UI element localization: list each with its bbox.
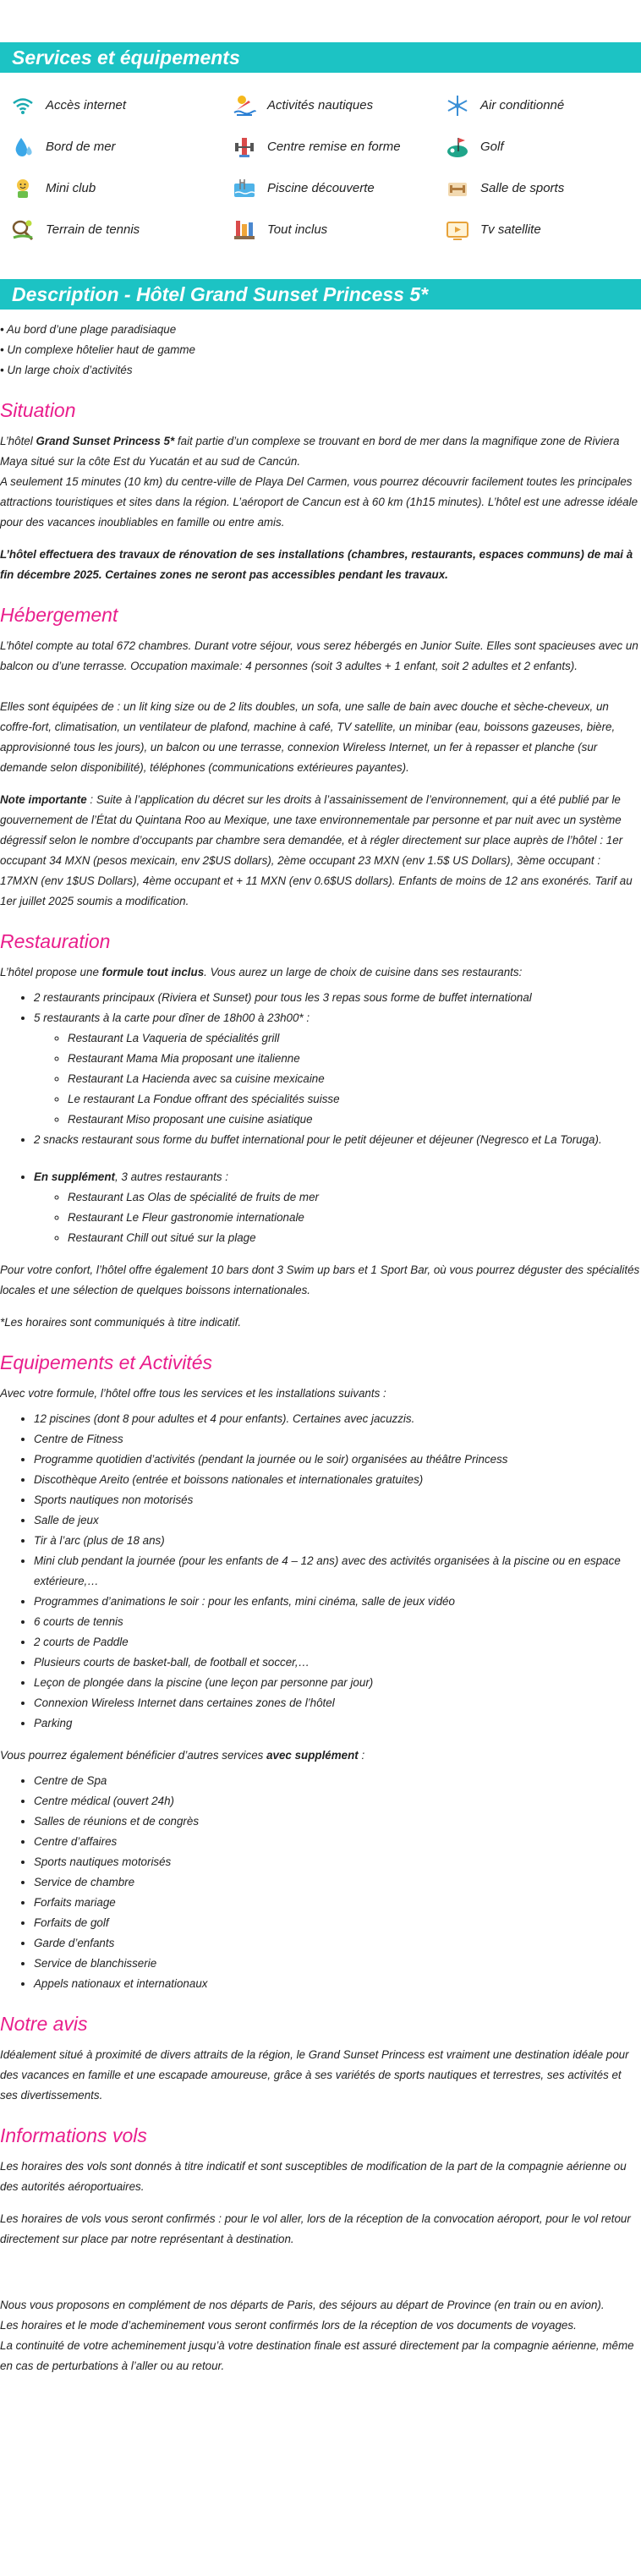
amenity-gym: Salle de sports (443, 167, 641, 209)
extra-services-intro: Vous pourrez également bénéficier d’autres services avec supplément : (0, 1749, 365, 1762)
amenity-golf: Golf (443, 126, 641, 167)
restauration-intro: L’hôtel propose une formule tout inclus. Vous aurez un large de choix de cuisine dans ses restaurants: (0, 966, 523, 978)
kids-club-icon (8, 174, 37, 203)
golf-icon (443, 133, 472, 162)
list-item: • Programme quotidien d’activités (pendant la journée ou le soir) organisées au théâtre Princess (34, 1450, 641, 1470)
gym-icon (443, 174, 472, 203)
amenities-grid (0, 73, 641, 250)
renovation-notice: L’hôtel effectuera des travaux de rénovation de ses installations (chambres, restaurants, espaces communs) de mai à fin décembre 2025. Certaines zones ne seront pas accessibles pendant les travaux. (0, 548, 633, 581)
services-title: Services et équipements (0, 42, 641, 73)
list-item: ◦ Restaurant Miso proposant une cuisine asiatique (68, 1110, 641, 1130)
situation-paragraph: L’hôtel Grand Sunset Princess 5* fait partie d’un complexe se trouvant en bord de mer dans la magnifique zone de Riviera Maya situé sur la côte Est du Yucatán et au sud de Cancún. (0, 435, 620, 468)
amenity-air-conditioning: Air conditionné (443, 85, 641, 126)
amenity-outdoor-pool: Piscine découverte (230, 167, 443, 209)
wifi-icon (8, 91, 37, 120)
list-item: • Sports nautiques non motorisés (34, 1490, 641, 1510)
list-item: • Tir à l’arc (plus de 18 ans) (34, 1531, 641, 1551)
list-item: • 2 snacks restaurant sous forme du buffet international pour le petit déjeuner et déjeuner (Negresco et La Toruga). (34, 1130, 641, 1150)
alacarte-list (34, 1028, 641, 1130)
list-item: • Centre de Spa (34, 1771, 641, 1791)
hebergement-rooms-paragraph: L’hôtel compte au total 672 chambres. Durant votre séjour, vous serez hébergés en Junior Suite. Elles sont spacieuses avec un balcon ou d’une terrasse. Occupation maximale: 4 personnes (soit 3 adultes + 1 enfant, soit 2 adultes et 2 enfants). (0, 639, 638, 672)
list-item: ◦ Restaurant Le Fleur gastronomie internationale (68, 1208, 641, 1228)
vols-paragraph-3: Nous vous proposons en complément de nos départs de Paris, des séjours au départ de Province (en train ou en avion). (0, 2299, 605, 2311)
amenity-internet: Accès internet (8, 85, 230, 126)
water-drop-icon (8, 133, 37, 162)
amenity-seaside: Bord de mer (8, 126, 230, 167)
list-item: • Plusieurs courts de basket-ball, de football et soccer,… (34, 1652, 641, 1673)
vols-paragraph-2: Les horaires de vols vous seront confirmés : pour le vol aller, lors de la réception de la convocation aéroport, pour le vol retour directement sur place par notre représentant à destination. (0, 2212, 631, 2245)
list-item: • Mini club pendant la journée (pour les enfants de 4 – 12 ans) avec des activités organisées à la piscine ou en espace extérieure,… (34, 1551, 641, 1592)
list-item: • Forfaits de golf (34, 1913, 641, 1933)
schedule-note: *Les horaires sont communiqués à titre indicatif. (0, 1316, 242, 1329)
amenity-fitness: Centre remise en forme (230, 126, 443, 167)
amenity-satellite-tv: Tv satellite (443, 209, 641, 250)
list-item: • Discothèque Areito (entrée et boissons nationales et internationales gratuites) (34, 1470, 641, 1490)
list-item: • Centre de Fitness (34, 1429, 641, 1450)
activites-intro: Avec votre formule, l’hôtel offre tous les services et les installations suivants : (0, 1387, 386, 1400)
extra-services-list (0, 1771, 641, 1994)
hebergement-heading: Hébergement (0, 604, 118, 626)
activites-heading: Equipements et Activités (0, 1351, 212, 1373)
environment-tax-note: Note importante : Suite à l’application du décret sur les droits à l’assainissement de l’environnement, qui a été publié par le gouvernement de l’État du Quintana Roo au Mexique, une taxe environnementale par personne et par nuit avec un système dégressif selon le nombre d’occupants par chambre sera demandée, et à régler directement sur place auprès de l’hôtel : 1er occupant 34 MXN (pesos mexicain, env 2$US dollars), 2ème occupant 23 MXN (env 1.5$ US Dollars), 3ème occupant : 17MXN (env 1$US Dollars), 4ème occupant et + 11 MXN (env 0.6$US dollars). Enfants de moins de 12 ans exonérés. Tarif au 1er juillet 2025 soumis a modification. (0, 793, 633, 907)
vols-heading: Informations vols (0, 2124, 147, 2146)
amenity-kids-club: Mini club (8, 167, 230, 209)
list-item: • Connexion Wireless Internet dans certaines zones de l’hôtel (34, 1693, 641, 1713)
avis-paragraph: Idéalement situé à proximité de divers attraits de la région, le Grand Sunset Princess est vraiment une destination idéale pour des vacances en famille et une escapade amoureuse, grâce à ses variétés de sports nautiques et terrestres, ses activités et ses divertissements. (0, 2048, 629, 2102)
list-item: • Leçon de plongée dans la piscine (une leçon par personne par jour) (34, 1673, 641, 1693)
list-item: • Un complexe hôtelier haut de gamme (0, 340, 641, 360)
list-item: • Service de chambre (34, 1872, 641, 1893)
list-item: • Programmes d’animations le soir : pour les enfants, mini cinéma, salle de jeux vidéo (34, 1592, 641, 1612)
list-item: • Sports nautiques motorisés (34, 1852, 641, 1872)
supplement-restaurants-list (0, 1167, 641, 1248)
avis-heading: Notre avis (0, 2013, 88, 2035)
list-item: • Garde d’enfants (34, 1933, 641, 1954)
restaurants-list (0, 988, 641, 1150)
amenity-all-inclusive: Tout inclus (230, 209, 443, 250)
vols-paragraph-4: Les horaires et le mode d’acheminement vous seront confirmés lors de la réception de vos documents de voyages. (0, 2319, 577, 2332)
list-item: • Un large choix d’activités (0, 360, 641, 381)
amenity-water-sports: Activités nautiques (230, 85, 443, 126)
list-item: • 2 restaurants principaux (Riviera et Sunset) pour tous les 3 repas sous forme de buffet international (34, 988, 641, 1008)
list-item: • Salles de réunions et de congrès (34, 1811, 641, 1832)
snowflake-icon (443, 91, 472, 120)
included-activities-list (0, 1409, 641, 1734)
description-title: Description - Hôtel Grand Sunset Princess 5* (0, 279, 641, 310)
hotel-page (0, 42, 641, 2376)
list-item: • Au bord d’une plage paradisiaque (0, 320, 641, 340)
list-item: • Parking (34, 1713, 641, 1734)
situation-location-paragraph: A seulement 15 minutes (10 km) du centre-ville de Playa Del Carmen, vous pourrez découvrir facilement toutes les principales attractions touristiques et sites dans la région. L’aéroport de Cancun est à 60 km (1h15 minutes). L’hôtel est une adresse idéale pour des vacances inoubliables en famille ou entre amis. (0, 475, 638, 529)
pool-icon (230, 174, 259, 203)
list-item: • 2 courts de Paddle (34, 1632, 641, 1652)
situation-heading: Situation (0, 399, 76, 421)
list-item: ◦ Le restaurant La Fondue offrant des spécialités suisse (68, 1089, 641, 1110)
list-item: • Appels nationaux et internationaux (34, 1974, 641, 1994)
restauration-heading: Restauration (0, 930, 111, 952)
all-inclusive-icon (230, 216, 259, 244)
vols-paragraph-5: La continuité de votre acheminement jusqu’à votre destination finale est assuré directement par la compagnie aérienne, même en cas de perturbations à l’aller ou au retour. (0, 2339, 634, 2372)
list-item: • Salle de jeux (34, 1510, 641, 1531)
list-item: ◦ Restaurant La Vaqueria de spécialités grill (68, 1028, 641, 1049)
list-item: ◦ Restaurant Chill out situé sur la plage (68, 1228, 641, 1248)
bars-paragraph: Pour votre confort, l’hôtel offre également 10 bars dont 3 Swim up bars et 1 Sport Bar, où vous pourrez déguster des spécialités locales et une sélection de quelques boissons internationales. (0, 1263, 640, 1296)
list-item: ◦ Restaurant Mama Mia proposant une italienne (68, 1049, 641, 1069)
description-content (0, 320, 641, 2376)
list-item: • Centre médical (ouvert 24h) (34, 1791, 641, 1811)
vols-paragraph-1: Les horaires des vols sont donnés à titre indicatif et sont susceptibles de modification de la part de la compagnie aérienne ou des autorités aéroportuaires. (0, 2160, 627, 2193)
water-sports-icon (230, 91, 259, 120)
tennis-icon (8, 216, 37, 244)
fitness-icon (230, 133, 259, 162)
amenity-tennis: Terrain de tennis (8, 209, 230, 250)
list-item: • Forfaits mariage (34, 1893, 641, 1913)
tv-icon (443, 216, 472, 244)
list-item: • Service de blanchisserie (34, 1954, 641, 1974)
list-item: • 6 courts de tennis (34, 1612, 641, 1632)
list-item: • 5 restaurants à la carte pour dîner de 18h00 à 23h00* : ◦ Restaurant La Vaqueria de spécialités grill ◦ Restaurant Mama Mia proposant une italienne ◦ Restaurant La Hacienda avec sa cuisine mexicaine ◦ Le restaurant La Fondue offrant des spécialités suisse ◦ Restaurant Miso proposant une cuisine asiatique (34, 1008, 641, 1130)
list-item: • 12 piscines (dont 8 pour adultes et 4 pour enfants). Certaines avec jacuzzis. (34, 1409, 641, 1429)
highlights-list (0, 320, 641, 381)
list-item: ◦ Restaurant La Hacienda avec sa cuisine mexicaine (68, 1069, 641, 1089)
list-item: • En supplément, 3 autres restaurants : ◦ Restaurant Las Olas de spécialité de fruits de mer ◦ Restaurant Le Fleur gastronomie internationale ◦ Restaurant Chill out situé sur la plage (34, 1167, 641, 1248)
hebergement-equipment-paragraph: Elles sont équipées de : un lit king size ou de 2 lits doubles, un sofa, une salle de bain avec douche et sèche-cheveux, un coffre-fort, climatisation, un ventilateur de plafond, machine à café, TV satellite, un minibar (eau, boissons gazeuses, bière, approvisionné tous les jours), un balcon ou une terrasse, connexion Wireless Internet, un fer à repasser et planche (sur demande selon disponibilité), téléphones (communications extérieures payantes). (0, 700, 616, 774)
list-item: • Centre d’affaires (34, 1832, 641, 1852)
list-item: ◦ Restaurant Las Olas de spécialité de fruits de mer (68, 1187, 641, 1208)
